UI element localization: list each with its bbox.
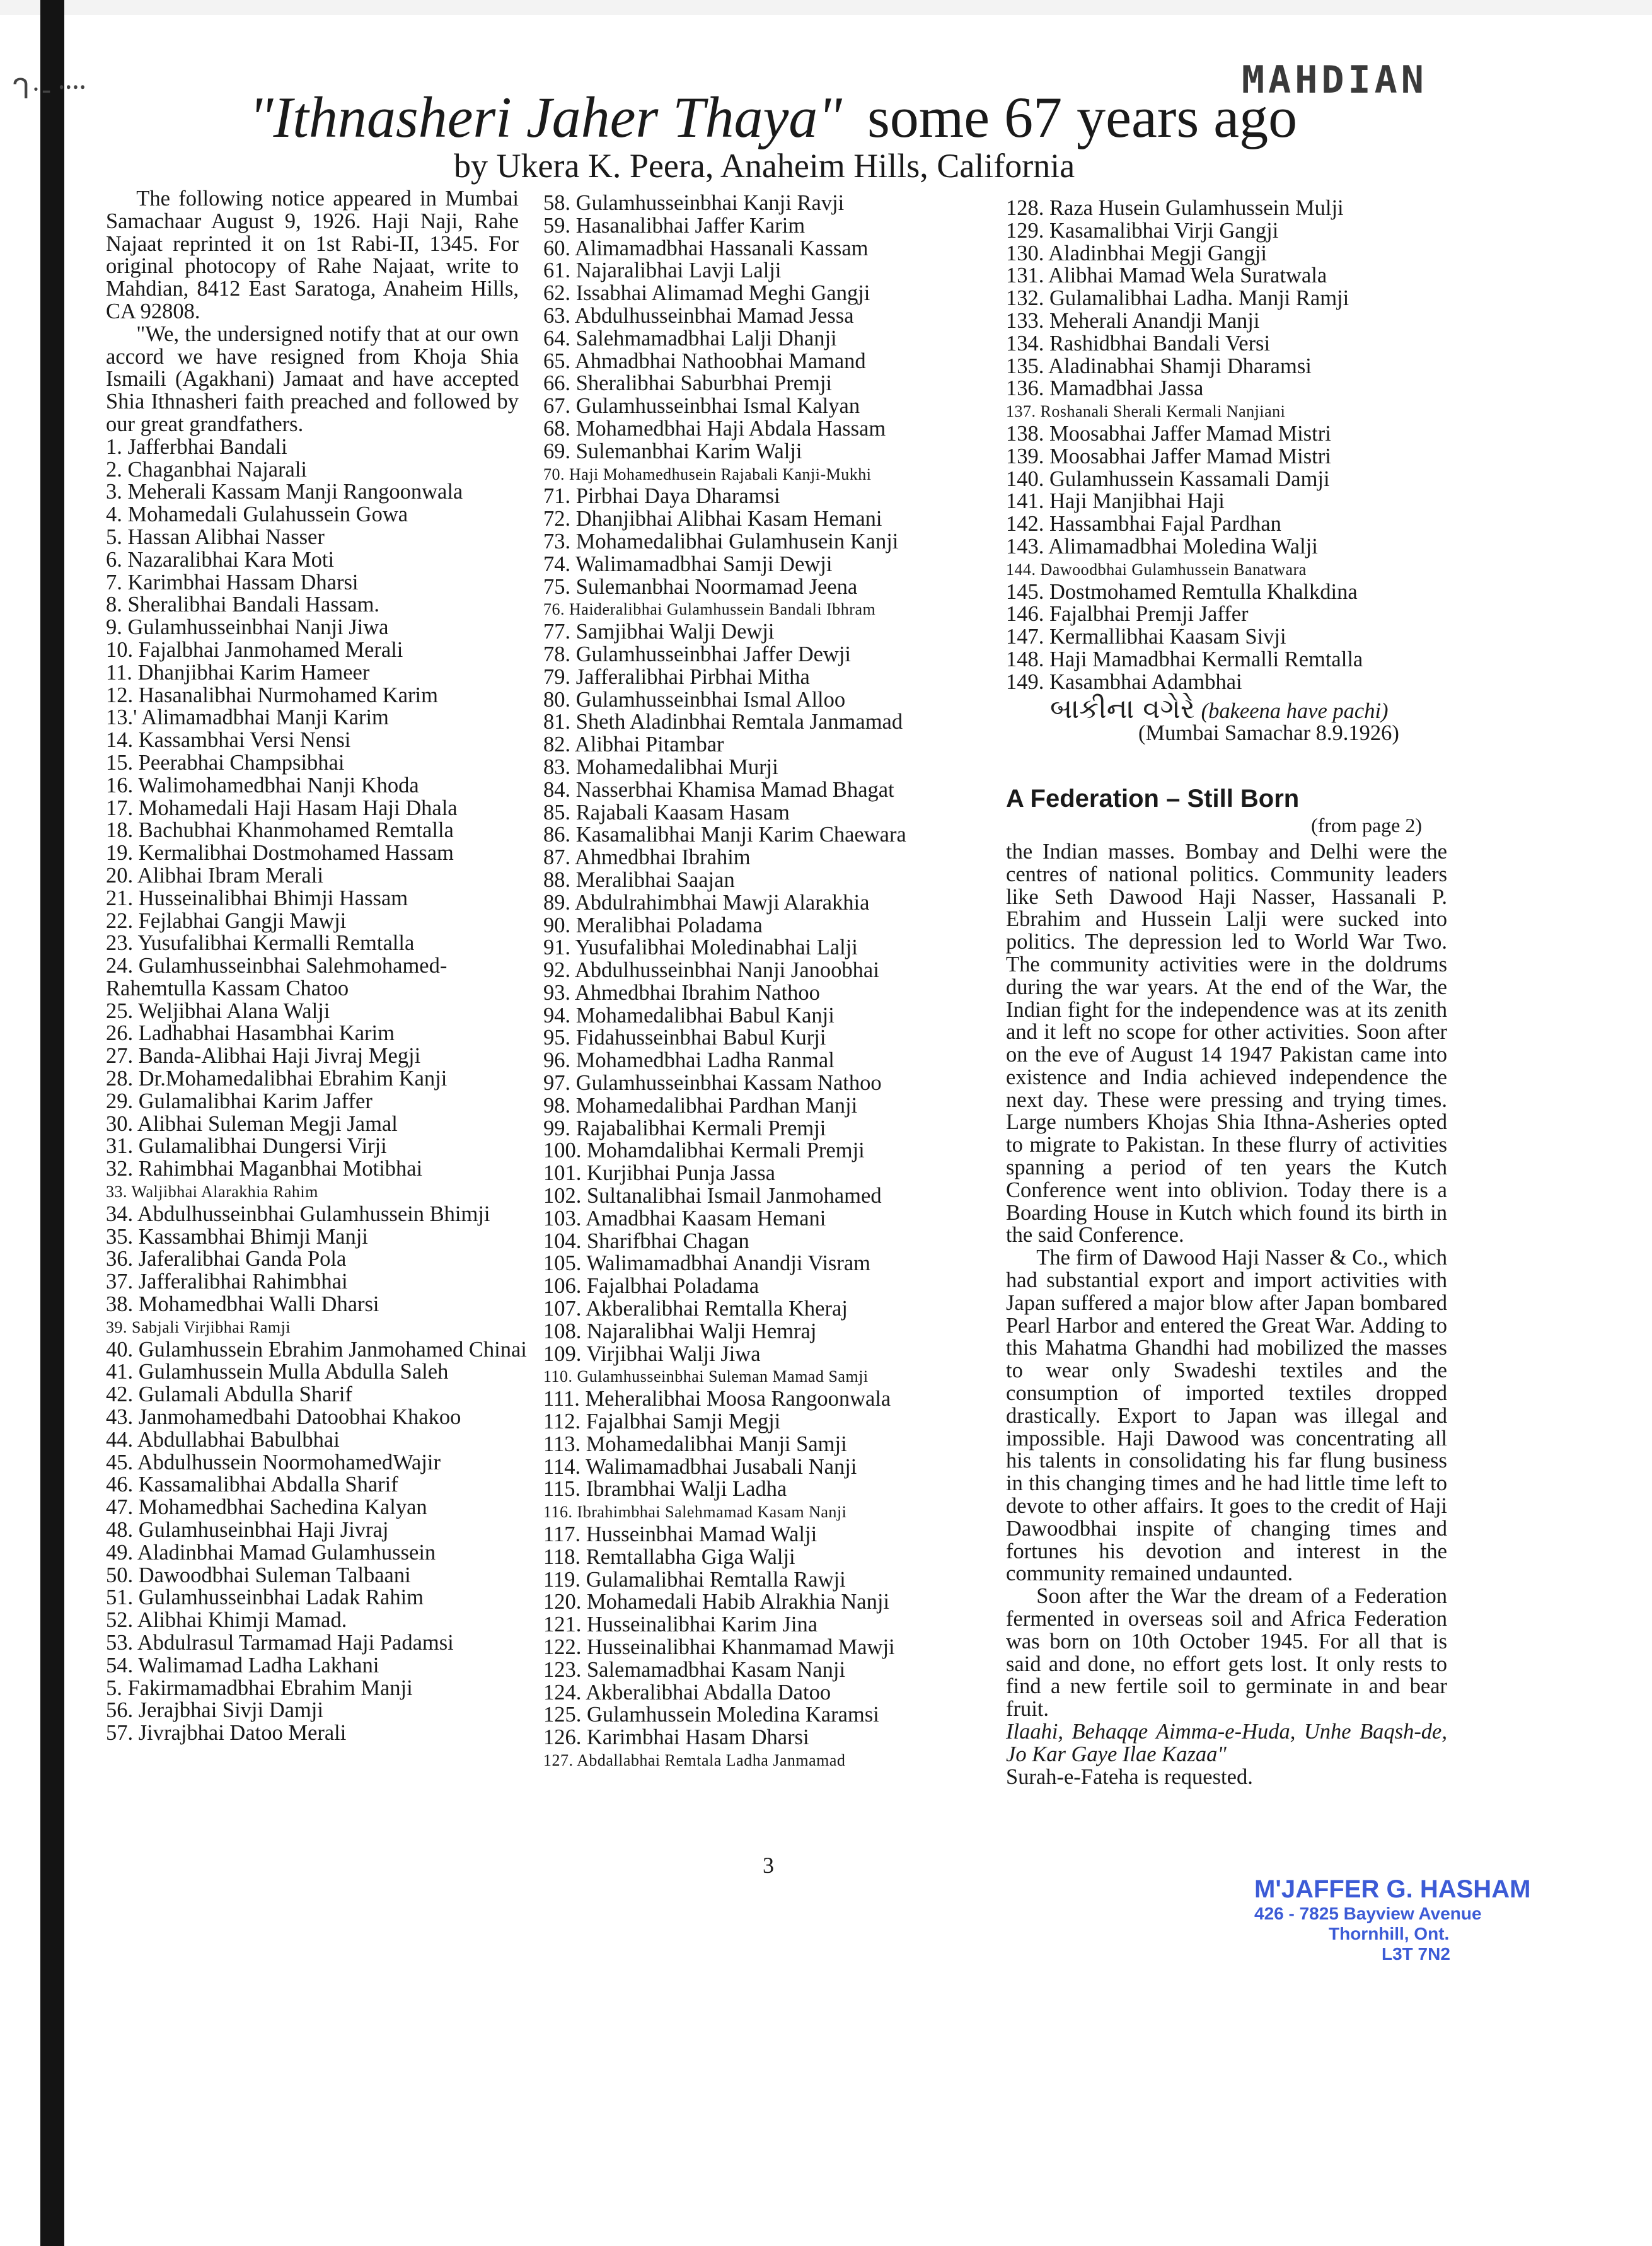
name-list-item: 36. Jaferalibhai Ganda Pola (106, 1247, 347, 1271)
name-list-item: 14. Kassambhai Versi Nensi (106, 728, 351, 753)
name-list-item: 23. Yusufalibhai Kermalli Remtalla (106, 931, 415, 956)
name-list-item: 148. Haji Mamadbhai Kermalli Remtalla (1006, 647, 1363, 671)
name-list-item: 117. Husseinbhai Mamad Walji (543, 1522, 817, 1547)
name-list-item: 12. Hasanalibhai Nurmohamed Karim (106, 683, 438, 707)
name-list-item: 8. Sheralibhai Bandali Hassam. (106, 593, 380, 617)
name-list-item: 57. Jivrajbhai Datoo Merali (106, 1721, 347, 1745)
name-list-item: 31. Gulamalibhai Dungersi Virji (106, 1134, 387, 1159)
intro-paragraph-2: "We, the undersigned notify that at our own accord we have resigned from Khoja Shia Ismaili (Agakhani) Jamaat and have accepted Shia Ithnasheri faith preached and followed by our great grandfathers. (106, 321, 519, 436)
name-list-item: 47. Mohamedbhai Sachedina Kalyan (106, 1495, 427, 1520)
name-list-item: 146. Fajalbhai Premji Jaffer (1006, 602, 1249, 627)
name-list-item: 38. Mohamedbhai Walli Dharsi (106, 1292, 379, 1317)
column-3 (1006, 197, 1447, 1788)
stamp-city: Thornhill, Ont. (1329, 1924, 1450, 1943)
name-list-item: 131. Alibhai Mamad Wela Suratwala (1006, 263, 1327, 288)
address-stamp (1254, 1875, 1530, 1964)
name-list-item: 144. Dawoodbhai Gulamhussein Banatwara (1006, 560, 1307, 579)
stamp-name: M'JAFFER G. HASHAM (1254, 1875, 1531, 1903)
name-list-item: 2. Chaganbhai Najarali (106, 457, 308, 482)
handwritten-note: બાકીના વગેરે (1050, 692, 1195, 725)
byline: by Ukera K. Peera, Anaheim Hills, California (454, 147, 1075, 185)
name-list-item: 98. Mohamedalibhai Pardhan Manji (543, 1093, 858, 1118)
name-list-item: 115. Ibrambhai Walji Ladha (543, 1477, 787, 1502)
names-list-2 (543, 192, 985, 1772)
title-quoted: "Ithnasheri Jaher Thaya" (249, 85, 842, 149)
name-list-item: 22. Fejlabhai Gangji Mawji (106, 908, 347, 933)
name-list-item: 96. Mohamedbhai Ladha Ranmal (543, 1048, 835, 1073)
caption-italic: (bakeena have pachi) (1201, 698, 1389, 723)
name-list-item: 101. Kurjibhai Punja Jassa (543, 1161, 775, 1186)
name-list-item: 34. Abdulhusseinbhai Gulamhussein Bhimji (106, 1201, 490, 1226)
intro-paragraph-1: The following notice appeared in Mumbai Samachaar August 9, 1926. Haji Naji, Rahe Najaat reprinted it on 1st Rabi-II, 1345. For original photocopy of Rahe Najaat, write to Mahdian, 8412 East Saratoga, Anaheim Hills, CA 92808. (106, 187, 519, 323)
name-list-item: 54. Walimamad Ladha Lakhani (106, 1653, 379, 1677)
name-list-item: Rahemtulla Kassam Chatoo (106, 976, 349, 1000)
name-list-item: 63. Abdulhusseinbhai Mamad Jessa (543, 303, 854, 328)
name-list-item: 33. Waljibhai Alarakhia Rahim (106, 1183, 318, 1201)
name-list-item: 138. Moosabhai Jaffer Mamad Mistri (1006, 421, 1331, 446)
name-list-item: 132. Gulamalibhai Ladha. Manji Ramji (1006, 286, 1349, 311)
name-list-item: 102. Sultanalibhai Ismail Janmohamed (543, 1184, 882, 1208)
name-list-item: 113. Mohamedalibhai Manji Samji (543, 1432, 847, 1456)
name-list-item: 122. Husseinalibhai Khanmamad Mawji (543, 1635, 895, 1659)
name-list-item: 62. Issabhai Alimamad Meghi Gangji (543, 281, 870, 306)
name-list-item: 89. Abdulrahimbhai Mawji Alarakhia (543, 890, 870, 915)
stamp-postcode: L3T 7N2 (1382, 1944, 1450, 1964)
name-list-item: 142. Hassambhai Fajal Pardhan (1006, 512, 1281, 536)
name-list-item: 100. Mohamdalibhai Kermali Premji (543, 1138, 865, 1163)
name-list-item: 45. Abdulhussein NoormohamedWajir (106, 1450, 441, 1474)
name-list-item: 103. Amadbhai Kaasam Hemani (543, 1206, 826, 1230)
name-list-item: 61. Najaralibhai Lavji Lalji (543, 258, 782, 283)
name-list-item: 26. Ladhabhai Hasambhai Karim (106, 1021, 395, 1046)
name-list-item: 11. Dhanjibhai Karim Hameer (106, 660, 370, 685)
scan-edge (0, 0, 1652, 15)
name-list-item: 92. Abdulhusseinbhai Nanji Janoobhai (543, 958, 879, 983)
name-list-item: 114. Walimamadbhai Jusabali Nanji (543, 1454, 857, 1479)
name-list-item: 69. Sulemanbhai Karim Walji (543, 439, 802, 463)
federation-heading: A Federation – Still Born (1006, 785, 1300, 813)
title-rest: some 67 years ago (867, 85, 1298, 149)
masthead: MAHDIAN (1242, 58, 1428, 102)
name-list-item: 56. Jerajbhai Sivji Damji (106, 1698, 323, 1723)
name-list-item: 90. Meralibhai Poladama (543, 913, 763, 937)
name-list-item: 64. Salehmamadbhai Lalji Dhanji (543, 326, 837, 350)
name-list-item: 147. Kermallibhai Kaasam Sivji (1006, 625, 1286, 649)
name-list-item: 140. Gulamhussein Kassamali Damji (1006, 466, 1330, 491)
name-list-item: 86. Kasamalibhai Manji Karim Chaewara (543, 823, 906, 847)
closing-line: Surah-e-Fateha is requested. (1006, 1764, 1253, 1789)
name-list-item: 105. Walimamadbhai Anandji Visram (543, 1251, 870, 1276)
name-list-item: 111. Meheralibhai Moosa Rangoonwala (543, 1387, 891, 1411)
column-2 (543, 192, 985, 1772)
name-list-item: 4. Mohamedali Gulahussein Gowa (106, 502, 408, 527)
name-list-item: 29. Gulamalibhai Karim Jaffer (106, 1089, 373, 1113)
name-list-item: 106. Fajalbhai Poladama (543, 1274, 760, 1299)
name-list-item: 135. Aladinabhai Shamji Dharamsi (1006, 354, 1312, 378)
name-list-item: 91. Yusufalibhai Moledinabhai Lalji (543, 935, 858, 960)
name-list-item: 19. Kermalibhai Dostmohamed Hassam (106, 841, 454, 865)
name-list-item: 35. Kassambhai Bhimji Manji (106, 1224, 368, 1249)
name-list-item: 124. Akberalibhai Abdalla Datoo (543, 1680, 831, 1705)
name-list-item: 66. Sheralibhai Saburbhai Premji (543, 371, 833, 396)
name-list-item: 48. Gulamhuseinbhai Haji Jivraj (106, 1518, 389, 1543)
name-list-item: 50. Dawoodbhai Suleman Talbaani (106, 1563, 411, 1587)
name-list-item: 65. Ahmadbhai Nathoobhai Mamand (543, 349, 866, 373)
name-list-item: 121. Husseinalibhai Karim Jina (543, 1612, 818, 1637)
binding-edge (40, 0, 64, 2246)
name-list-item: 53. Abdulrasul Tarmamad Haji Padamsi (106, 1631, 454, 1655)
name-list-item: 75. Sulemanbhai Noormamad Jeena (543, 574, 858, 599)
name-list-item: 25. Weljibhai Alana Walji (106, 999, 330, 1023)
name-list-item: 130. Aladinbhai Megji Gangji (1006, 241, 1267, 265)
continued-from: (from page 2) (1311, 814, 1422, 837)
name-list-item: 93. Ahmedbhai Ibrahim Nathoo (543, 980, 820, 1005)
name-list-item: 125. Gulamhussein Moledina Karamsi (543, 1703, 879, 1727)
name-list-item: 108. Najaralibhai Walji Hemraj (543, 1319, 817, 1343)
name-list-item: 143. Alimamadbhai Moledina Walji (1006, 534, 1318, 559)
name-list-item: 27. Banda-Alibhai Haji Jivraj Megji (106, 1044, 421, 1068)
name-list-item: 13.' Alimamadbhai Manji Karim (106, 705, 389, 730)
name-list-item: 129. Kasamalibhai Virji Gangji (1006, 218, 1279, 243)
federation-paragraph-3: Soon after the War the dream of a Federation fermented in overseas soil and Africa Federation was born on 10th October 1945. For all that is said and done, no effort gets lost. It only rests to find a new fertile soil to germinate in and bear fruit. (1006, 1584, 1447, 1722)
name-list-item: 99. Rajabalibhai Kermali Premji (543, 1116, 826, 1140)
name-list-item: 60. Alimamadbhai Hassanali Kassam (543, 236, 869, 260)
name-list-item: 21. Husseinalibhai Bhimji Hassam (106, 886, 408, 910)
name-list-item: 39. Sabjali Virjibhai Ramji (106, 1317, 291, 1336)
name-list-item: 83. Mohamedalibhai Murji (543, 755, 778, 779)
name-list-item: 110. Gulamhusseinbhai Suleman Mamad Samji (543, 1367, 869, 1386)
stamp-street: 426 - 7825 Bayview Avenue (1254, 1904, 1482, 1923)
name-list-item: 134. Rashidbhai Bandali Versi (1006, 331, 1271, 356)
names-list-1 (106, 434, 527, 1745)
name-list-item: 32. Rahimbhai Maganbhai Motibhai (106, 1157, 423, 1181)
name-list-item: 44. Abdullabhai Babulbhai (106, 1427, 340, 1452)
article-title (249, 85, 1298, 149)
name-list-item: 82. Alibhai Pitambar (543, 732, 724, 757)
name-list-item: 68. Mohamedbhai Haji Abdala Hassam (543, 416, 886, 441)
name-list-item: 149. Kasambhai Adambhai (1006, 669, 1242, 694)
name-list-item: 18. Bachubhai Khanmohamed Remtalla (106, 818, 454, 843)
name-list-item: 141. Haji Manjibhai Haji (1006, 489, 1225, 514)
name-list-item: 76. Haideralibhai Gulamhussein Bandali Ibhram (543, 600, 876, 619)
name-list-item: 40. Gulamhussein Ebrahim Janmohamed Chinai (106, 1337, 527, 1362)
name-list-item: 104. Sharifbhai Chagan (543, 1229, 749, 1253)
name-list-item: 51. Gulamhusseinbhai Ladak Rahim (106, 1585, 424, 1610)
name-list-item: 73. Mohamedalibhai Gulamhusein Kanji (543, 529, 899, 553)
name-list-item: 71. Pirbhai Daya Dharamsi (543, 484, 780, 509)
name-list-item: 88. Meralibhai Saajan (543, 867, 735, 892)
name-list-item: 94. Mohamedalibhai Babul Kanji (543, 1003, 835, 1027)
name-list-item: 52. Alibhai Khimji Mamad. (106, 1608, 347, 1633)
name-list-item: 58. Gulamhusseinbhai Kanji Ravji (543, 191, 845, 215)
name-list-item: 126. Karimbhai Hasam Dharsi (543, 1725, 809, 1750)
name-list-item: 145. Dostmohamed Remtulla Khalkdina (1006, 579, 1358, 604)
caption-reference: (Mumbai Samachar 8.9.1926) (1138, 721, 1399, 746)
intro (106, 188, 519, 436)
name-list-item: 46. Kassamalibhai Abdalla Sharif (106, 1473, 398, 1497)
name-list-item: 37. Jafferalibhai Rahimbhai (106, 1270, 348, 1294)
name-list-item: 74. Walimamadbhai Samji Dewji (543, 552, 833, 576)
name-list-item: 9. Gulamhusseinbhai Nanji Jiwa (106, 615, 389, 640)
name-list-item: 79. Jafferalibhai Pirbhai Mitha (543, 664, 810, 689)
name-list-item: 42. Gulamali Abdulla Sharif (106, 1382, 352, 1407)
name-list-item: 15. Peerabhai Champsibhai (106, 750, 345, 775)
name-list-item: 123. Salemamadbhai Kasam Nanji (543, 1657, 846, 1682)
name-list-item: 78. Gulamhusseinbhai Jaffer Dewji (543, 642, 852, 666)
name-list-item: 133. Meherali Anandji Manji (1006, 308, 1260, 333)
name-list-item: 70. Haji Mohamedhusein Rajabali Kanji-Mukhi (543, 465, 872, 483)
name-list-item: 109. Virjibhai Walji Jiwa (543, 1341, 761, 1366)
name-list-item: 77. Samjibhai Walji Dewji (543, 620, 775, 644)
margin-scribble: ᒉ·-᠁ (13, 74, 85, 105)
name-list-item: 72. Dhanjibhai Alibhai Kasam Hemani (543, 507, 882, 531)
name-list-item: 107. Akberalibhai Remtalla Kheraj (543, 1297, 848, 1321)
name-list-item: 127. Abdallabhai Remtala Ladha Janmamad (543, 1751, 846, 1769)
federation-body (1006, 841, 1447, 1788)
name-list-item: 1. Jafferbhai Bandali (106, 434, 287, 459)
name-list-item: 118. Remtallabha Giga Walji (543, 1544, 795, 1569)
name-list-item: 5. Fakirmamadbhai Ebrahim Manji (106, 1676, 413, 1700)
name-list-item: 139. Moosabhai Jaffer Mamad Mistri (1006, 444, 1331, 468)
name-list-item: 41. Gulamhussein Mulla Abdulla Saleh (106, 1360, 449, 1384)
name-list-item: 95. Fidahusseinbhai Babul Kurji (543, 1026, 826, 1050)
page-number: 3 (763, 1853, 774, 1878)
name-list-item: 7. Karimbhai Hassam Dharsi (106, 570, 359, 594)
names-list-3 (1006, 197, 1447, 694)
column-1 (106, 187, 527, 1745)
name-list-item: 87. Ahmedbhai Ibrahim (543, 845, 751, 870)
name-list-item: 116. Ibrahimbhai Salehmamad Kasam Nanji (543, 1503, 847, 1522)
name-list-item: 84. Nasserbhai Khamisa Mamad Bhagat (543, 777, 894, 802)
name-list-item: 137. Roshanali Sherali Kermali Nanjiani (1006, 402, 1286, 421)
name-list-item: 120. Mohamedali Habib Alrakhia Nanji (543, 1590, 890, 1614)
name-list-item: 6. Nazaralibhai Kara Moti (106, 547, 335, 572)
name-list-item: 67. Gulamhusseinbhai Ismal Kalyan (543, 394, 860, 419)
name-list-item: 112. Fajalbhai Samji Megji (543, 1410, 781, 1434)
name-list-item: 59. Hasanalibhai Jaffer Karim (543, 213, 806, 238)
federation-paragraph-2: The firm of Dawood Haji Nasser & Co., which had substantial export and import activities with Japan suffered a major blow after Japan bombared Pearl Harbor and entered the Great War. Adding to this Mahatma Ghandhi had mobilized the masses to wear only Swadeshi textiles and the consumption of imported textiles dropped drastically. Export to Japan was illegal and impossible. Haji Dawood was concentrating all his talents in consolidating his far flung business in this changing times and he had little time left to devote to other affairs. It goes to the credit of Haji Dawoodbhai inspite of changing times and fortunes his devotion and interest in the community remained undaunted. (1006, 1246, 1447, 1586)
notice-caption (1006, 692, 1447, 725)
name-list-item: 80. Gulamhusseinbhai Ismal Alloo (543, 687, 846, 712)
prayer: Ilaahi, Behaqqe Aimma-e-Huda, Unhe Baqsh-de, Jo Kar Gaye Ilae Kazaa" (1006, 1720, 1447, 1766)
name-list-item: 28. Dr.Mohamedalibhai Ebrahim Kanji (106, 1067, 448, 1091)
name-list-item: 5. Hassan Alibhai Nasser (106, 524, 325, 549)
name-list-item: 20. Alibhai Ibram Merali (106, 863, 323, 888)
name-list-item: 3. Meherali Kassam Manji Rangoonwala (106, 480, 463, 504)
name-list-item: 24. Gulamhusseinbhai Salehmohamed- (106, 954, 448, 978)
name-list-item: 43. Janmohamedbahi Datoobhai Khakoo (106, 1405, 461, 1430)
name-list-item: 97. Gulamhusseinbhai Kassam Nathoo (543, 1071, 882, 1096)
name-list-item: 81. Sheth Aladinbhai Remtala Janmamad (543, 710, 903, 734)
name-list-item: 49. Aladinbhai Mamad Gulamhussein (106, 1540, 436, 1565)
name-list-item: 136. Mamadbhai Jassa (1006, 376, 1204, 401)
name-list-item: 85. Rajabali Kaasam Hasam (543, 800, 790, 825)
name-list-item: 128. Raza Husein Gulamhussein Mulji (1006, 196, 1344, 220)
name-list-item: 16. Walimohamedbhai Nanji Khoda (106, 773, 419, 797)
name-list-item: 17. Mohamedali Haji Hasam Haji Dhala (106, 796, 458, 820)
name-list-item: 119. Gulamalibhai Remtalla Rawji (543, 1567, 846, 1592)
name-list-item: 30. Alibhai Suleman Megji Jamal (106, 1111, 398, 1136)
federation-paragraph-1: the Indian masses. Bombay and Delhi were the centres of national politics. Community leaders like Seth Dawood Haji Nasser, Hassanali P. Ebrahim and Hussein Lalji were sucked into politics. The depression led to World War Two. The community activities were in the doldrums during the war years. At the end of the War, the Indian fight for the independence was at its zenith and it left no scope for other activities. Soon after on the eve of August 14 1947 Pakistan came into existence and India achieved independence the next day. These were pressing and trying times. Large numbers Khojas Shia Ithna-Asheries opted to migrate to Pakistan. In these flurry of activities spanning a period of ten years the Kutch Conference went into oblivion. Today there is a Boarding House in Kutch which found its birth in the said Conference. (1006, 839, 1447, 1247)
name-list-item: 10. Fajalbhai Janmohamed Merali (106, 637, 403, 662)
